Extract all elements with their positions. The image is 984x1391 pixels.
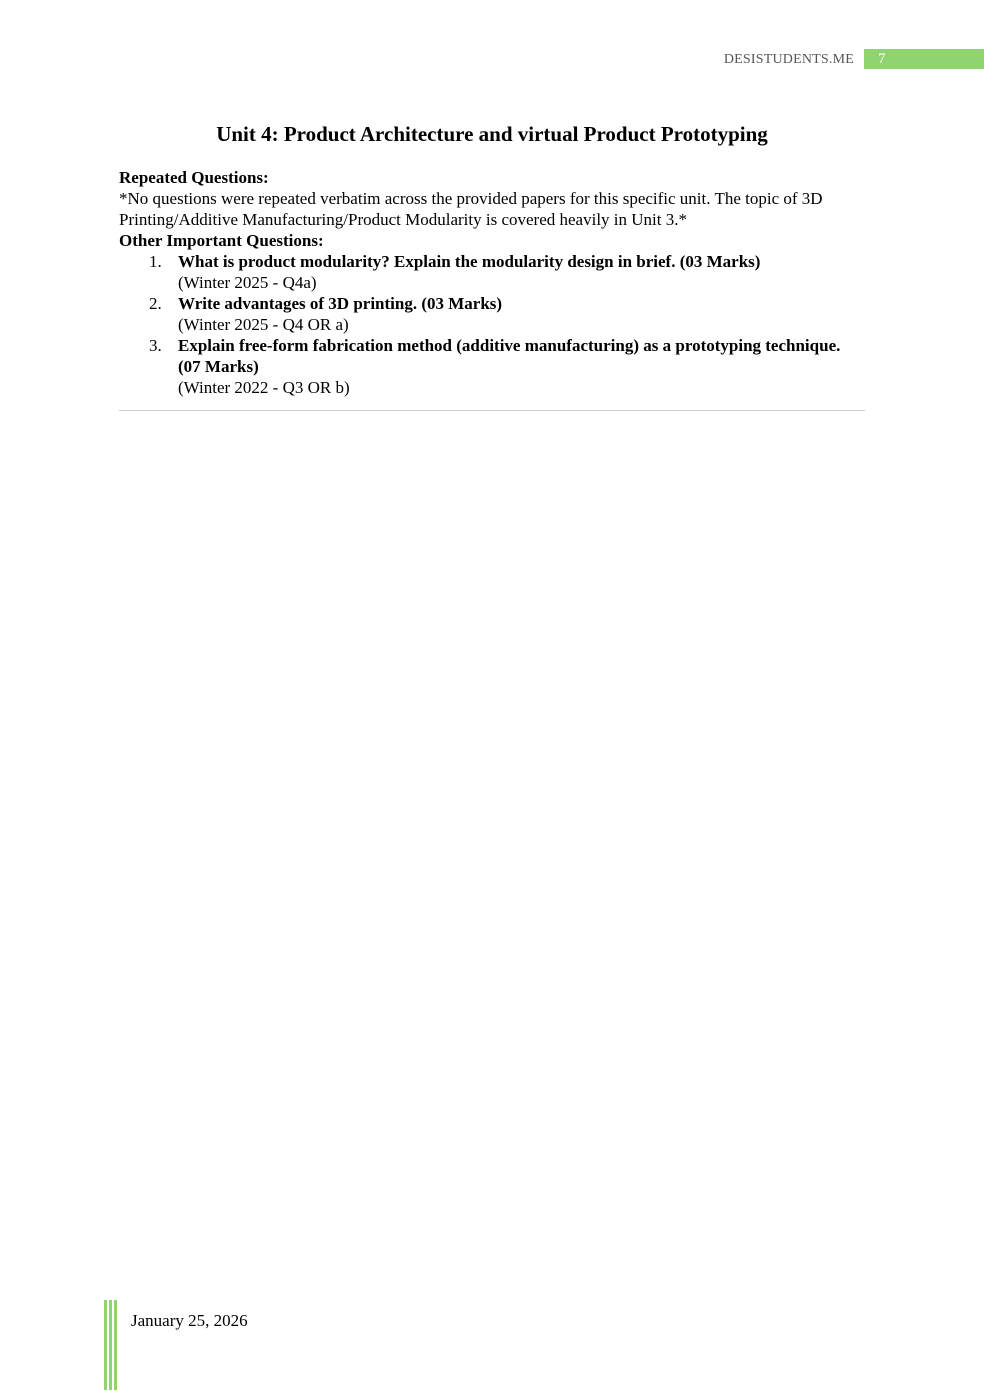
question-source: (Winter 2025 - Q4 OR a)	[178, 315, 349, 334]
question-text: What is product modularity? Explain the modularity design in brief. (03 Marks)	[178, 252, 761, 271]
other-questions-heading: Other Important Questions:	[119, 231, 324, 250]
document-body	[119, 167, 867, 398]
footer-bar	[104, 1300, 107, 1390]
footer-date: January 25, 2026	[131, 1311, 248, 1330]
question-source: (Winter 2022 - Q3 OR b)	[178, 378, 350, 397]
question-number: 1.	[149, 252, 162, 271]
site-name-header: DESISTUDENTS.ME	[723, 52, 854, 67]
page-number-badge	[864, 49, 984, 69]
question-list	[119, 251, 867, 398]
page-title: Unit 4: Product Architecture and virtual Product Prototyping	[216, 122, 768, 146]
question-text: Write advantages of 3D printing. (03 Marks)	[178, 294, 503, 313]
question-item	[119, 251, 867, 293]
question-item	[119, 335, 867, 398]
question-source: (Winter 2025 - Q4a)	[178, 273, 317, 292]
section-divider	[119, 410, 865, 411]
footer-bar	[114, 1300, 117, 1390]
question-number: 2.	[149, 294, 162, 313]
repeated-questions-heading: Repeated Questions:	[119, 168, 269, 187]
repeated-questions-note: *No questions were repeated verbatim across the provided papers for this specific unit. The topic of 3D Printing/Additive Manufacturing/Product Modularity is covered heavily in Unit 3.*	[119, 189, 823, 229]
page-number: 7	[878, 51, 886, 67]
question-text: Explain free-form fabrication method (additive manufacturing) as a prototyping technique. (07 Marks)	[178, 336, 841, 376]
footer-bar	[109, 1300, 112, 1390]
question-number: 3.	[149, 336, 162, 355]
footer-accent-bars	[104, 1300, 118, 1390]
question-item	[119, 293, 867, 335]
